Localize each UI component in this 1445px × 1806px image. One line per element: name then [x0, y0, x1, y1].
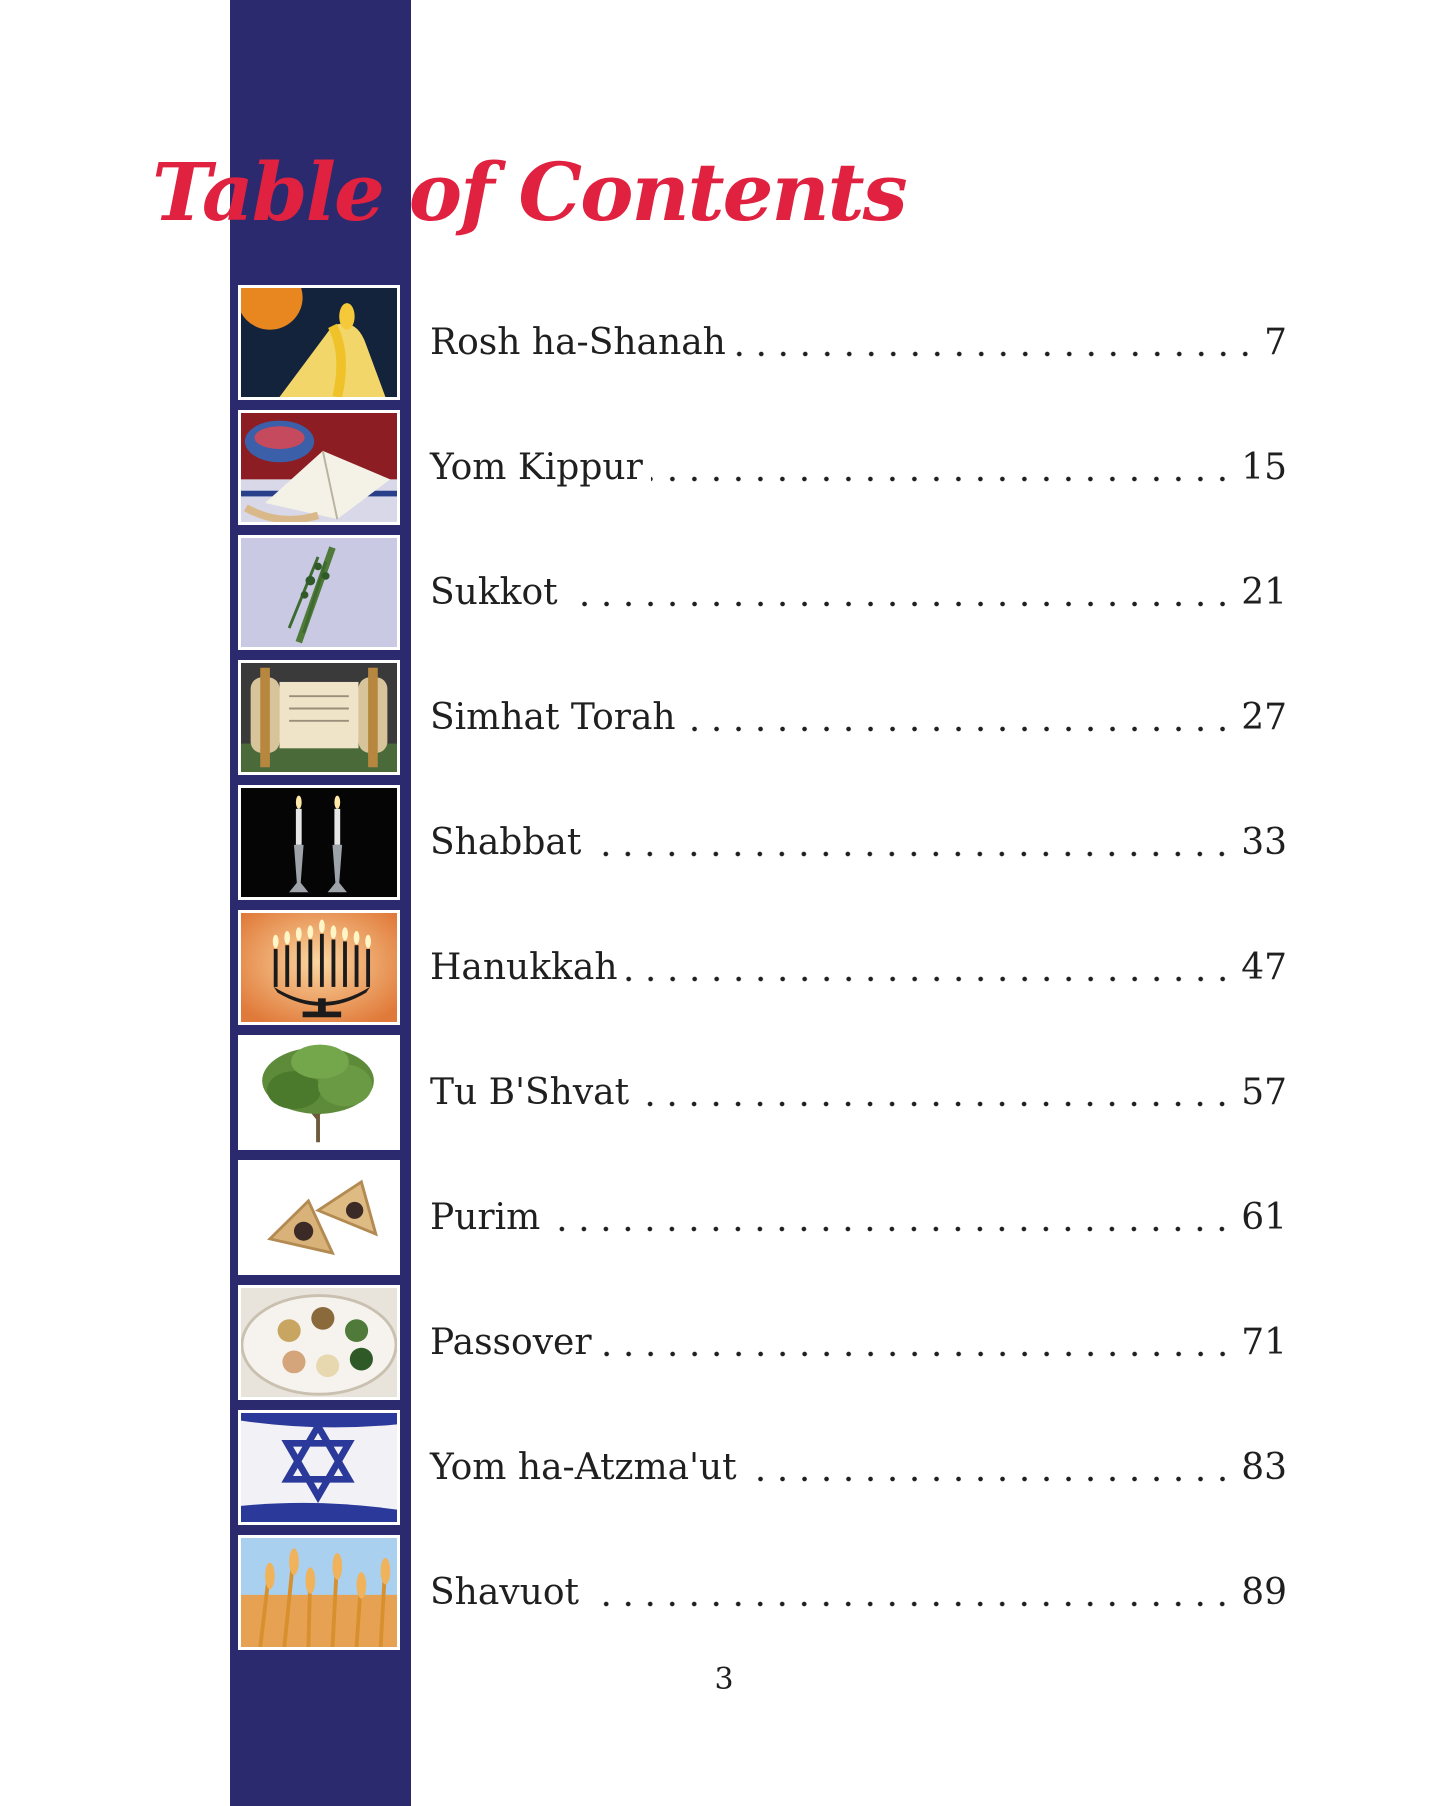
- toc-entry-title: Hanukkah: [430, 947, 618, 988]
- toc-entry-page: 15: [1241, 447, 1287, 488]
- toc-row-passover: [0, 1285, 1445, 1400]
- toc-row-yom-ha-atzmaut: [0, 1410, 1445, 1525]
- toc-entry[interactable]: [430, 818, 1287, 868]
- toc-row-rosh-ha-shanah: [0, 285, 1445, 400]
- seder-plate-photo: [238, 1285, 400, 1400]
- toc-entry[interactable]: [430, 443, 1287, 493]
- toc-entry-title: Sukkot: [430, 572, 558, 613]
- dot-leader: [626, 975, 1234, 983]
- toc-entry-page: 57: [1241, 1072, 1287, 1113]
- dot-leader: [600, 1350, 1234, 1358]
- dot-leader: [587, 1600, 1233, 1608]
- toc-row-tu-bshvat: [0, 1035, 1445, 1150]
- toc-entry-page: 83: [1241, 1447, 1287, 1488]
- wheat-photo: [238, 1535, 400, 1650]
- toc-entry-title: Simhat Torah: [430, 697, 676, 738]
- toc-row-yom-kippur: [0, 410, 1445, 525]
- toc-entry-title: Passover: [430, 1322, 592, 1363]
- shabbat-candles-photo: [238, 785, 400, 900]
- page-number: 3: [714, 1662, 734, 1697]
- toc-row-shavuot: [0, 1535, 1445, 1650]
- toc-entry-page: 61: [1241, 1197, 1287, 1238]
- torah-scroll-photo: [238, 660, 400, 775]
- hamantaschen-photo: [238, 1160, 400, 1275]
- toc-entry-page: 21: [1241, 572, 1287, 613]
- toc-entry-page: 47: [1241, 947, 1287, 988]
- toc-entry-title: Shavuot: [430, 1572, 579, 1613]
- toc-entry-title: Shabbat: [430, 822, 582, 863]
- toc-row-hanukkah: [0, 910, 1445, 1025]
- toc-entry[interactable]: [430, 1193, 1287, 1243]
- toc-entry[interactable]: [430, 568, 1287, 618]
- israel-flag-photo: [238, 1410, 400, 1525]
- toc-entry[interactable]: [430, 1318, 1287, 1368]
- toc-row-purim: [0, 1160, 1445, 1275]
- toc-entry[interactable]: [430, 1568, 1287, 1618]
- toc-entry[interactable]: [430, 693, 1287, 743]
- toc-entry-title: Yom Kippur: [430, 447, 643, 488]
- toc-entry-page: 7: [1264, 322, 1287, 363]
- dot-leader: [637, 1100, 1233, 1108]
- lulav-photo: [238, 535, 400, 650]
- dot-leader: [566, 600, 1234, 608]
- menorah-photo: [238, 910, 400, 1025]
- toc-entry-title: Tu B'Shvat: [430, 1072, 630, 1113]
- toc-entry[interactable]: [430, 1068, 1287, 1118]
- toc-entry-page: 89: [1241, 1572, 1287, 1613]
- dot-leader: [734, 350, 1256, 358]
- dot-leader: [684, 725, 1234, 733]
- toc-entry-title: Purim: [430, 1197, 541, 1238]
- dot-leader: [745, 1475, 1234, 1483]
- toc-entry-page: 71: [1241, 1322, 1287, 1363]
- toc-entry-page: 27: [1241, 697, 1287, 738]
- toc-entry-title: Yom ha-Atzma'ut: [430, 1447, 737, 1488]
- dot-leader: [548, 1225, 1233, 1233]
- toc-entry[interactable]: [430, 1443, 1287, 1493]
- toc-row-sukkot: [0, 535, 1445, 650]
- dot-leader: [589, 850, 1233, 858]
- toc-row-simhat-torah: [0, 660, 1445, 775]
- apple-honey-photo: [238, 285, 400, 400]
- page-title: Table of Contents: [152, 145, 906, 239]
- toc-entry[interactable]: [430, 943, 1287, 993]
- toc-entry-title: Rosh ha-Shanah: [430, 322, 726, 363]
- dot-leader: [651, 475, 1233, 483]
- tree-photo: [238, 1035, 400, 1150]
- toc-entry[interactable]: [430, 318, 1287, 368]
- toc-entry-page: 33: [1241, 822, 1287, 863]
- toc-row-shabbat: [0, 785, 1445, 900]
- prayer-book-tallit-photo: [238, 410, 400, 525]
